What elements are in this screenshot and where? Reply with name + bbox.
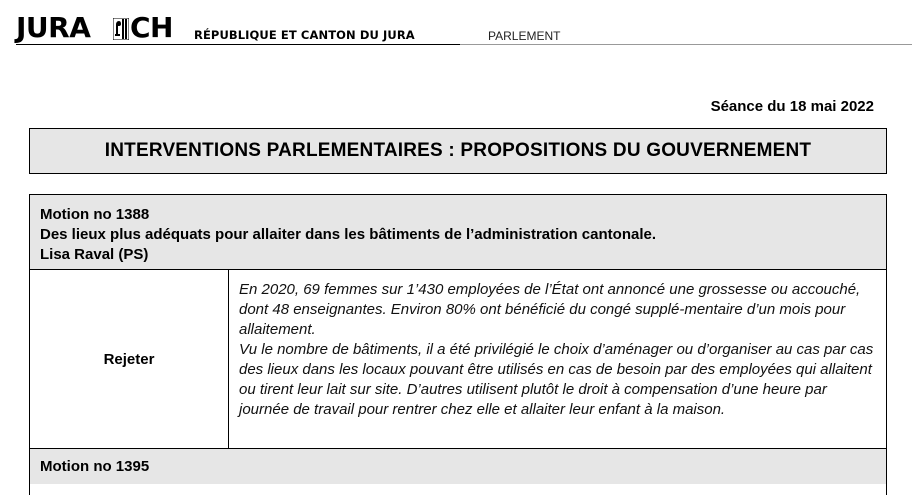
motion-decision: Rejeter xyxy=(30,270,229,448)
motion-row xyxy=(30,270,886,449)
explanation-paragraph: En 2020, 69 femmes sur 1’430 employées de l’État ont annoncé une grossesse ou accouché, dont 48 enseignantes. Environ 80% ont bénéficié du congé supplé-mentaire d’un mois pour allaitement. xyxy=(239,281,861,338)
motion-number: Motion no 1388 xyxy=(40,206,150,223)
page-title: INTERVENTIONS PARLEMENTAIRES : PROPOSITIONS DU GOUVERNEMENT xyxy=(104,140,812,161)
motion-subject: Des lieux plus adéquats pour allaiter dans les bâtiments de l’administration cantonale. xyxy=(40,226,656,243)
organization-name: RÉPUBLIQUE ET CANTON DU JURA xyxy=(194,28,415,42)
logo-jura-text: JURA xyxy=(16,11,91,44)
header-rule-section xyxy=(460,44,912,45)
motion-author: Lisa Raval (PS) xyxy=(40,246,149,263)
motion-number: Motion no 1395 xyxy=(40,458,150,475)
section-name: PARLEMENT xyxy=(488,29,561,43)
jura-emblem-icon xyxy=(113,18,129,40)
logo-ch-text: CH xyxy=(130,11,173,44)
explanation-paragraph: Vu le nombre de bâtiments, il a été privilégié le choix d’aménager ou d’organiser au cas par cas des lieux dans les locaux pouvant être utilisés en cas de besoin par des employées qui allaitent ou tirent leur lait sur site. D’autres utilisent plutôt le droit à compensation d’une heure par journée de travail pour rentrer chez elle et allaiter leur enfant à la maison. xyxy=(239,341,874,418)
page-header xyxy=(0,0,924,48)
motions-table xyxy=(29,194,887,495)
motion-explanation xyxy=(229,270,886,448)
motion-header-next xyxy=(30,449,886,484)
session-date: Séance du 18 mai 2022 xyxy=(710,98,874,115)
motion-header xyxy=(30,195,886,270)
page-title-box xyxy=(29,128,887,174)
